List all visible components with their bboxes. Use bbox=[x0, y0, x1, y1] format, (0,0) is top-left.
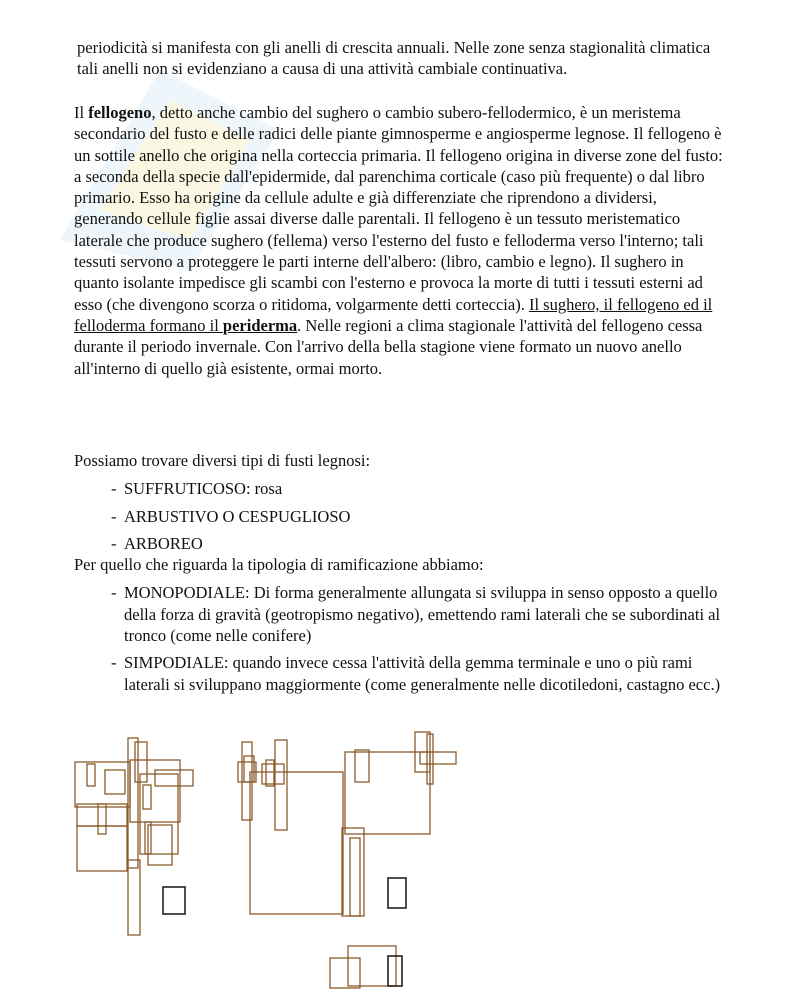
list-item: - SUFFRUTICOSO: rosa bbox=[111, 479, 283, 499]
paragraph-fellogeno: Il fellogeno, detto anche cambio del sughero o cambio subero-fellodermico, è un meristema secondario del fusto e delle radici delle piante gimnosperme e angiosperme legnose. Il fellogeno è un sottile anello che origina nella corteccia primaria. Il fellogeno origina in diverse zone del fusto: a seconda della specie dall'epidermide, dal parenchima corticale (caso più frequente) o dal libro primario. Esso ha origine da cellule adulte e già differenziate che riprendono a dividersi, generando cellule figlie assai diverse dalle parentali. Il fellogeno è un tessuto meristematico laterale che produce sughero (fellema) verso l'esterno del fusto e felloderma verso l'interno; tali tessuti servono a proteggere le parti interne dell'albero: (libro, cambio e legno). Il sughero in quanto isolante impedisce gli scambi con l'esterno e provoca la morte di tutti i tessuti esterni ad esso (che divengono scorza o ritidoma, volgarmente detti corteccia). Il sughero, il fellogeno ed il felloderma formano il periderma. Nelle regioni a clima stagionale l'attività del fellogeno cessa durante il periodo invernale. Con l'arrivo della bella stagione viene formato un nuovo anello all'interno di quello già esistente, ormai morto. bbox=[74, 103, 723, 378]
sympodial-sketch bbox=[238, 732, 456, 916]
fusti-intro: Possiamo trovare diversi tipi di fusti legnosi: bbox=[74, 451, 371, 470]
list-item: - ARBUSTIVO O CESPUGLIOSO bbox=[111, 506, 351, 526]
ramificazione-list bbox=[74, 582, 724, 694]
list-item: - MONOPODIALE: Di forma generalmente allungata si sviluppa in senso opposto a quello della forza di gravità (geotropismo negativo), emettendo rami laterali che se subordinati al tronco (come nelle conifere) bbox=[111, 583, 721, 646]
section-fusti-ramificazione bbox=[74, 450, 724, 695]
list-item: - SIMPODIALE: quando invece cessa l'attività della gemma terminale e uno o più rami laterali si sviluppano maggiormente (come generalmente nelle dicotiledoni, castagno ecc.) bbox=[111, 653, 721, 694]
term-periderma: periderma bbox=[222, 315, 298, 335]
term-fellogeno: fellogeno bbox=[88, 103, 152, 122]
ramificazione-intro: Per quello che riguarda la tipologia di ramificazione abbiamo: bbox=[74, 555, 484, 575]
monopodial-sketch bbox=[75, 738, 193, 935]
partial-sketch bbox=[330, 946, 402, 988]
periderma-definition: Il sughero, il fellogeno ed il felloderma formano il periderma bbox=[74, 294, 713, 335]
ramification-diagram bbox=[0, 720, 785, 1002]
paragraph-periodicita: periodicità si manifesta con gli anelli di crescita annuali. Nelle zone senza stagionalità climatica tali anelli non si evidenziano a causa di una attività cambiale continuativa. bbox=[77, 38, 711, 79]
fusti-list bbox=[74, 478, 724, 554]
list-item: - ARBOREO bbox=[111, 533, 203, 553]
